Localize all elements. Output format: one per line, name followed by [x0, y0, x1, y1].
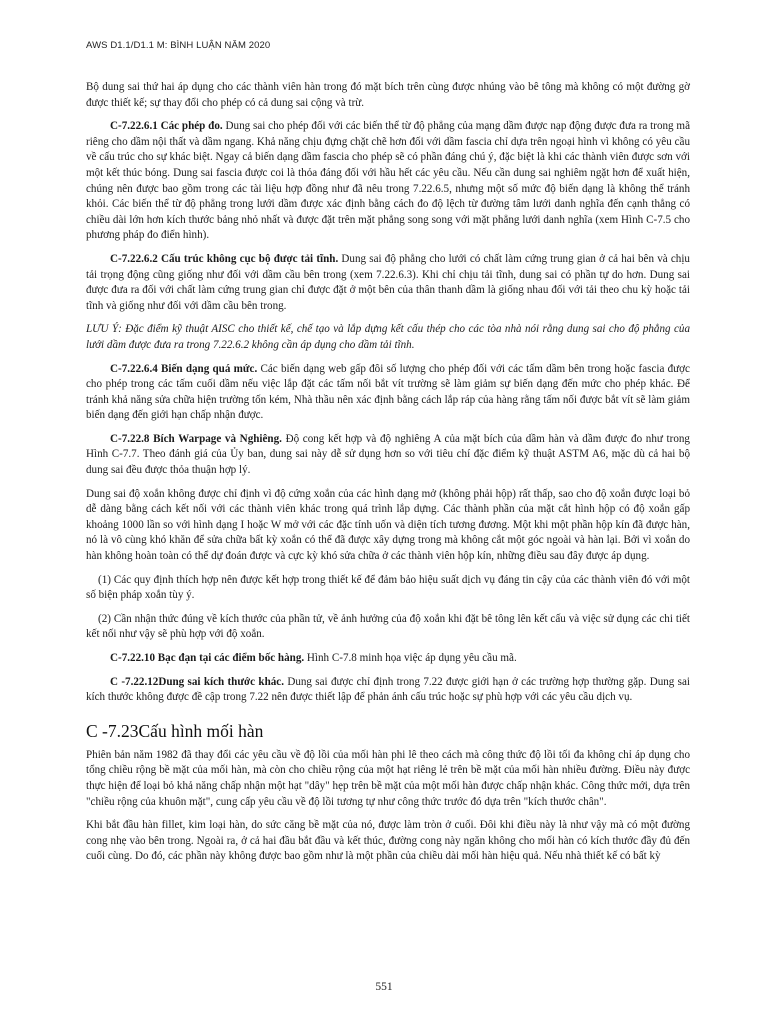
- section-measurements: [86, 119, 690, 244]
- paragraph-weld-profile-1: Phiên bản năm 1982 đã thay đổi các yêu cầu về độ lồi của mối hàn phi lê theo cách mà công thức độ lồi tối đa không chỉ áp dụng cho tổng chiều rộng bề mặt của mối hàn, mà còn cho chiều rộng của một hạt riêng lẻ trên bề mặt của mối hàn nhiều đường. Điều này được thực hiện để loại bỏ khả năng chấp nhận một hạt "dây" hẹp trên bề mặt của một mối hàn được chấp nhận khác. Công thức mới, dựa trên "chiều rộng của khuôn mặt", cung cấp yêu cầu về độ lồi tương tự như công thức trước đó dựa trên "kích thước chân".: [86, 748, 690, 808]
- list-item-1: (1) Các quy định thích hợp nên được kết hợp trong thiết kế để đảm bảo hiệu suất dịch vụ đáng tin cậy của các thành viên đó với một số biện pháp xoắn tùy ý.: [86, 573, 690, 602]
- paragraph-intro: Bộ dung sai thứ hai áp dụng cho các thành viên hàn trong đó mặt bích trên cùng được nhúng vào bê tông mà không có một đường gờ được thiết kế; sự thay đổi cho phép có cả dung sai cộng và trừ.: [86, 81, 690, 109]
- section-flange-warpage: [86, 432, 690, 479]
- note-paragraph: LƯU Ý: Đặc điểm kỹ thuật AISC cho thiết kế, chế tạo và lắp dựng kết cấu thép cho các tòa nhà nói rằng dung sai cho độ phẳng của lưới dầm được đưa ra trong 7.22.6.2 không cần áp dụng cho dầm tải tĩnh.: [86, 323, 690, 351]
- section-text: Các biến dạng web gấp đôi số lượng cho phép đối với các tấm dầm bên trong hoặc fascia được cho phép trong các tấm cuối dầm nếu việc lắp đặt các tấm nối bắt vít trường sẽ làm giảm sự biến dạng đến mức cho phép khác. Để tránh khả năng sửa chữa hiện trường tốn kém, Nhà thầu nên xác định bằng cách lắp ráp của hàng rằng tấm nối được bắt vít sẽ làm giảm biến dạng đến giới hạn chấp nhận được.: [86, 362, 690, 422]
- section-heading: C-7.22.6.2 Cấu trúc không cục bộ được tải tĩnh.: [110, 252, 339, 265]
- page-number: 551: [375, 981, 393, 993]
- running-header: AWS D1.1/D1.1 M: BÌNH LUẬN NĂM 2020: [86, 40, 271, 51]
- document-body: [86, 80, 690, 873]
- section-excess-distortion: [86, 362, 690, 424]
- section-text: Hình C-7.8 minh họa việc áp dụng yêu cầu mã.: [304, 652, 517, 664]
- section-text: Độ cong kết hợp và độ nghiêng A của mặt bích của dầm hàn và dầm được đo như trong Hình C-7.7. Theo đánh giá của Ủy ban, dung sai này dễ sử dụng hơn so với tiêu chí đặc điểm kỹ thuật ASTM A6, mặc dù cả hai bộ dung sai đều được thỏa thuận hợp lý.: [86, 432, 690, 477]
- section-heading: C-7.22.8 Bích Warpage và Nghiêng.: [110, 432, 282, 445]
- section-text: Dung sai cho phép đối với các biến thể từ độ phẳng của mạng dầm được nạp động được đưa ra trong mã riêng cho dầm nội thất và dầm ngang. Khả năng chịu đựng chặt chẽ hơn đối với dầm fascia chỉ dựa trên ngoại hình vì không có yêu cầu về cấu trúc cho sự khác biệt. Ngay cả biến dạng dầm fascia cho phép sẽ có phần đáng chú ý, đặc biệt là khi các thành viên được sơn với một kết thúc bóng. Dung sai fascia được coi là thỏa đáng đối với hầu hết các yêu cầu. Nếu cần dung sai nghiêm ngặt hơn để xuất hiện, chúng nên được bao gồm trong các tài liệu hợp đồng như đã nêu trong 7.22.6.5, nhưng một số mức độ biến dạng là không thể tránh khỏi. Các biến thể từ độ phẳng trong lưới dầm được xác định bằng cách đo độ lệch từ đường tâm lưới danh nghĩa đến cạnh thẳng có chiều dài lớn hơn kích thước bảng nhỏ nhất và được đặt trên mặt phẳng song song với mặt phẳng lưới danh nghĩa (xem Hình C-7.5 cho phương pháp đo điển hình).: [86, 120, 690, 242]
- section-other-dimensions: [86, 675, 690, 706]
- section-title: C -7.23Cấu hình mối hàn: [86, 720, 264, 741]
- section-static-structures: [86, 252, 690, 314]
- list-item-2: (2) Cần nhận thức đúng về kích thước của phần tử, về ảnh hưởng của độ xoắn khi đặt bê tông lên kết cấu và việc sử dụng các chi tiết kết nối như vậy sẽ phù hợp với độ xoắn.: [86, 612, 690, 641]
- section-heading: C -7.22.12Dung sai kích thước khác.: [110, 675, 284, 688]
- section-text: Dung sai được chỉ định trong 7.22 được giới hạn ở các trường hợp thường gặp. Dung sai kích thước không được đề cập trong 7.22 nên được thiết lập để phản ánh cấu trúc hoặc sự phù hợp với các yêu cầu dịch vụ.: [86, 675, 690, 704]
- paragraph-twist: Dung sai độ xoắn không được chỉ định vì độ cứng xoắn của các hình dạng mở (không phải hộp) rất thấp, sao cho độ xoắn được loại bỏ dễ dàng bằng cách kết nối với các thành viên khác trong quá trình lắp dựng. Các thành phần của mặt cắt hình hộp có độ xoắn gấp khoảng 1000 lần so với hình dạng I hoặc W mở với các đặc tính uốn và diện tích tương đương. Một khi một phần hộp kín đã được hàn, nó là vô cùng khó khăn để sửa chữa bất kỳ xoắn có thể đã được xây dựng trong mà không cắt một góc ngoài và hàn lại. Bởi vì xoắn do hàn không hoàn toàn có thể dự đoán được và cực kỳ khó sửa chữa ở các thành viên hộp kín, những điều sau đây được áp dụng.: [86, 487, 690, 563]
- section-bearing-points: [86, 651, 690, 667]
- section-text: Dung sai độ phẳng cho lưới có chất làm cứng trung gian ở cả hai bên và chịu tải trọng động cũng giống như đối với dầm cầu bên trong (xem 7.22.6.3). Khi chỉ chịu tải tĩnh, dung sai có phần tự do hơn. Dung sai được đưa ra đối với chất làm cứng trung gian chỉ được đặt ở một bên của thân thanh dầm là giống nhau đối với tải theo chu kỳ hoặc tải tĩnh và giống như đối với dầm cầu bên trong.: [86, 252, 690, 312]
- section-heading: C-7.22.10 Bạc đạn tại các điểm bốc hàng.: [110, 652, 305, 664]
- section-heading: C-7.22.6.4 Biến dạng quá mức.: [110, 362, 258, 375]
- section-heading: C-7.22.6.1 Các phép đo.: [110, 120, 223, 133]
- paragraph-weld-profile-2: Khi bắt đầu hàn fillet, kim loại hàn, do sức căng bề mặt của nó, được làm tròn ở cuối. Đôi khi điều này là như vậy mà có một đường cong nhẹ vào bên trong. Ngoài ra, ở cả hai đầu bắt đầu và kết thúc, đường cong này ngăn không cho mối hàn có kích thước đầy đủ đến cuối cùng. Do đó, các phần này không được bao gồm như là một phần của chiều dài mối hàn hiệu quả. Nếu nhà thiết kế có bất kỳ: [86, 819, 690, 863]
